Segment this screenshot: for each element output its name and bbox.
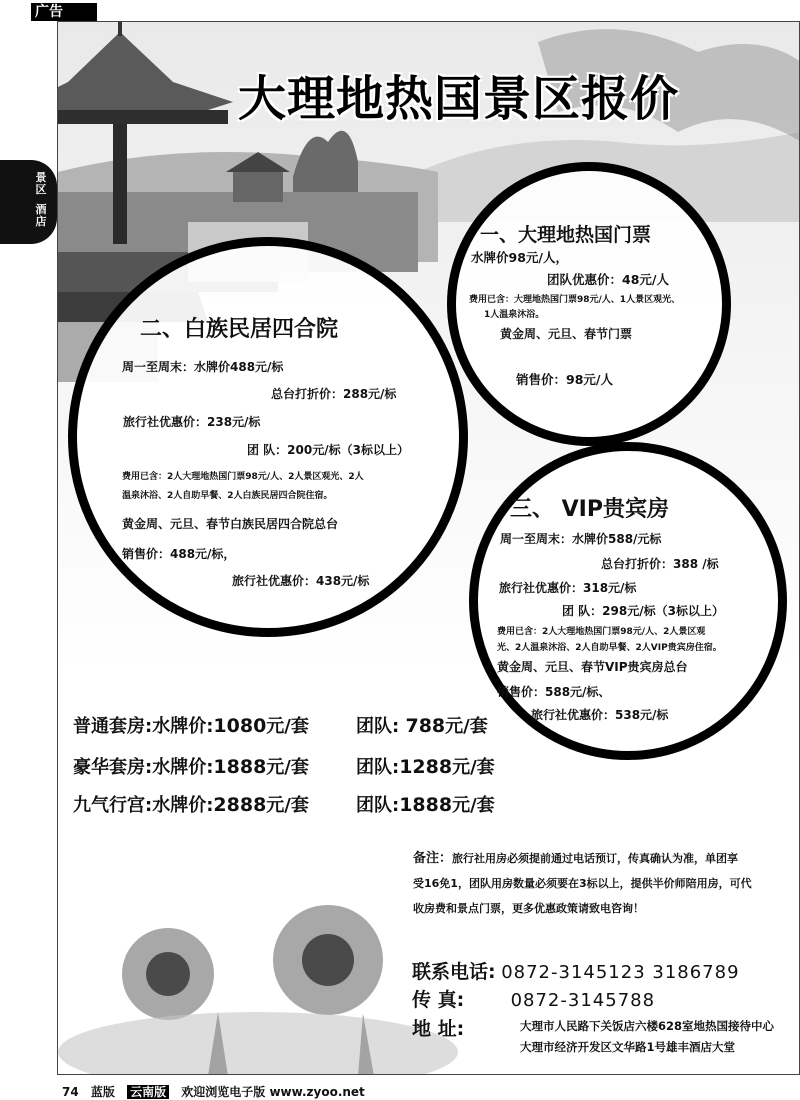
ticket-includes-2: 1人温泉沐浴。 <box>484 310 545 320</box>
ticket-heading: 一、大理地热国门票 <box>480 224 652 246</box>
vip-weekday-list: 周一至周末：水牌价588/元标 <box>500 532 662 546</box>
ticket-group-price: 团队优惠价：48元/人 <box>547 272 669 287</box>
room-group-standard: 团队: 788元/套 <box>356 715 488 737</box>
vip-holiday-agency: 旅行社优惠价：538元/标 <box>531 708 669 722</box>
vip-discount: 总台打折价：388 /标 <box>601 557 719 571</box>
ticket-holiday: 黄金周、元旦、春节门票 <box>500 327 633 341</box>
ad-label: 广告 <box>31 3 97 21</box>
room-row-palace: 九气行宫:水牌价:2888元/套 <box>73 794 309 816</box>
courtyard-group: 团 队：200元/标（3标以上） <box>247 443 409 457</box>
contact-address-1: 大理市人民路下关饭店六楼628室地热国接待中心 <box>520 1019 775 1033</box>
vip-sale: 销售价：588元/标、 <box>497 685 611 699</box>
vip-includes-1: 费用已含：2人大理地热国门票98元/人、2人景区观 <box>497 627 706 637</box>
vip-includes-2: 光、2人温泉沐浴、2人自助早餐、2人VIP贵宾房住宿。 <box>497 643 722 653</box>
side-tab-line1: 景区 <box>35 171 47 196</box>
contact-address-2: 大理市经济开发区文华路1号雄丰酒店大堂 <box>520 1040 735 1054</box>
courtyard-holiday: 黄金周、元旦、春节白族民居四合院总台 <box>122 517 339 531</box>
side-tab <box>0 160 57 244</box>
room-group-deluxe: 团队:1288元/套 <box>356 756 495 778</box>
courtyard-discount: 总台打折价：288元/标 <box>271 387 397 401</box>
contact-phone: 联系电话: 0872-3145123 3186789 <box>412 961 740 983</box>
room-row-deluxe: 豪华套房:水牌价:1888元/套 <box>73 756 309 778</box>
vip-heading: 三、 VIP贵宾房 <box>510 497 669 522</box>
courtyard-includes-1: 费用已含：2人大理地热国门票98元/人、2人景区观光、2人 <box>122 472 364 482</box>
contact-address-label: 地 址: <box>412 1018 465 1040</box>
ticket-includes-1: 费用已含：大理地热国门票98元/人、1人景区观光、 <box>469 295 681 305</box>
courtyard-weekday-list: 周一至周末：水牌价488元/标 <box>122 360 284 374</box>
courtyard-agency: 旅行社优惠价：238元/标 <box>123 415 261 429</box>
room-row-standard: 普通套房:水牌价:1080元/套 <box>73 715 309 737</box>
contact-fax: 传 真: 0872-3145788 <box>412 989 656 1011</box>
footer-website[interactable]: 欢迎浏览电子版 www.zyoo.net <box>181 1085 365 1099</box>
page-title: 大理地热国景区报价 <box>238 71 680 127</box>
page-footer: 74 蓝版 云南版 欢迎浏览电子版 www.zyoo.net <box>62 1085 365 1099</box>
courtyard-heading: 二、白族民居四合院 <box>140 317 339 342</box>
side-tab-line2: 酒店 <box>35 203 47 228</box>
booking-note: 备注：旅行社用房必须提前通过电话预订，传真确认为准，单团享 受16免1，团队用房数量必须要在3标以上，提供半价师陪用房，可代 收房费和景点门票，更多优惠政策请致电咨询！ <box>413 851 752 915</box>
ticket-sale-price: 销售价：98元/人 <box>516 372 613 387</box>
vip-agency: 旅行社优惠价：318元/标 <box>499 581 637 595</box>
courtyard-includes-2: 温泉沐浴、2人自助早餐、2人白族民居四合院住宿。 <box>122 491 333 501</box>
courtyard-holiday-agency: 旅行社优惠价：438元/标 <box>232 574 370 588</box>
courtyard-sale: 销售价：488元/标， <box>122 547 236 561</box>
ticket-list-price: 水牌价98元/人， <box>471 250 568 265</box>
vip-group: 团 队：298元/标（3标以上） <box>562 604 724 618</box>
room-group-palace: 团队:1888元/套 <box>356 794 495 816</box>
vip-holiday: 黄金周、元旦、春节VIP贵宾房总台 <box>497 660 688 674</box>
